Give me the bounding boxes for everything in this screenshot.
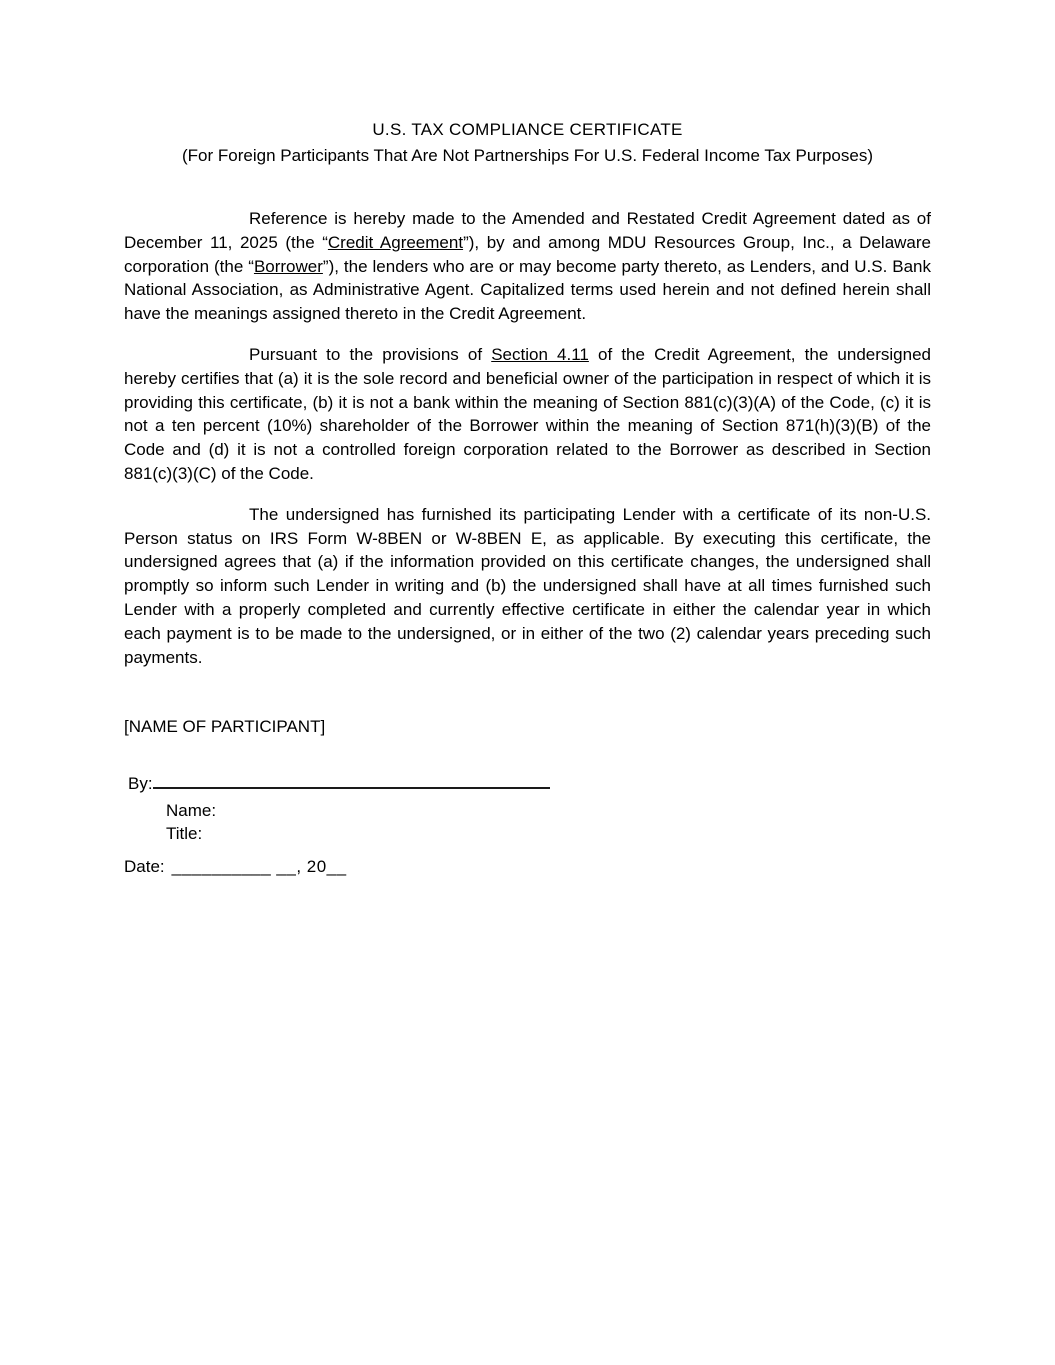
document-subtitle: (For Foreign Participants That Are Not Partnerships For U.S. Federal Income Tax Purposes)	[182, 146, 873, 165]
paragraph-w8ben-status	[124, 503, 931, 670]
title-label: Title:	[166, 824, 203, 844]
document-title: U.S. TAX COMPLIANCE CERTIFICATE	[372, 120, 683, 139]
date-row	[124, 855, 931, 879]
text-segment: ”), the lenders who are or may become party thereto, as Lenders, and U.S. Bank National Association, as Administrative Agent. Capitalized terms used herein and not defined herein shall have the meanings assigned thereto in the Credit Agreement.	[124, 256, 931, 324]
document-body	[124, 207, 931, 879]
paragraph-certification	[124, 343, 931, 486]
date-label: Date:	[124, 857, 165, 877]
underlined-term: Borrower	[253, 256, 323, 276]
document-header	[124, 117, 931, 169]
participant-name: [NAME OF PARTICIPANT]	[124, 717, 326, 737]
paragraph-reference	[124, 207, 931, 326]
text-segment: ”), by and among MDU Resources Group, Inc., a Delaware corporation (the “	[124, 232, 931, 276]
text-segment: Reference is hereby made to the Amended and Restated Credit Agreement dated as of December 11, 2025 (the “	[124, 209, 931, 252]
by-label: By:	[128, 774, 153, 794]
date-blank: __________ __, 20__	[171, 857, 347, 877]
text-segment: of the Credit Agreement, the undersigned hereby certifies that (a) it is the sole record and beneficial owner of the participation in respect of which it is providing this certificate, (b) it is not a bank within the meaning of Section 881(c)(3)(A) of the Code, (c) it is not a ten percent (10%) shareholder of the Borrower within the meaning of Section 871(h)(3)(B) of the Code and (d) it is not a controlled foreign corporation related to the Borrower as described in Section 881(c)(3)(C) of the Code.	[124, 344, 931, 483]
underlined-term: Credit Agreement	[327, 232, 464, 252]
signature-by-row	[124, 772, 931, 796]
name-label: Name:	[166, 801, 217, 821]
signature-name-row	[124, 799, 931, 822]
signature-title-row	[124, 822, 931, 845]
underlined-term: Section 4.11	[491, 344, 589, 364]
text-segment: Pursuant to the provisions of	[249, 344, 492, 364]
text-segment: The undersigned has furnished its participating Lender with a certificate of its non-U.S. Person status on IRS Form W-8BEN or W-8BEN E, as applicable. By executing this certificate, the undersigned agrees that (a) if the information provided on this certificate changes, the undersigned shall promptly so inform such Lender in writing and (b) the undersigned shall have at all times furnished such Lender with a properly completed and currently effective certificate in either the calendar year in which each payment is to be made to the undersigned, or in either of the two (2) calendar years preceding such payments.	[124, 504, 931, 667]
signature-line	[153, 772, 550, 789]
